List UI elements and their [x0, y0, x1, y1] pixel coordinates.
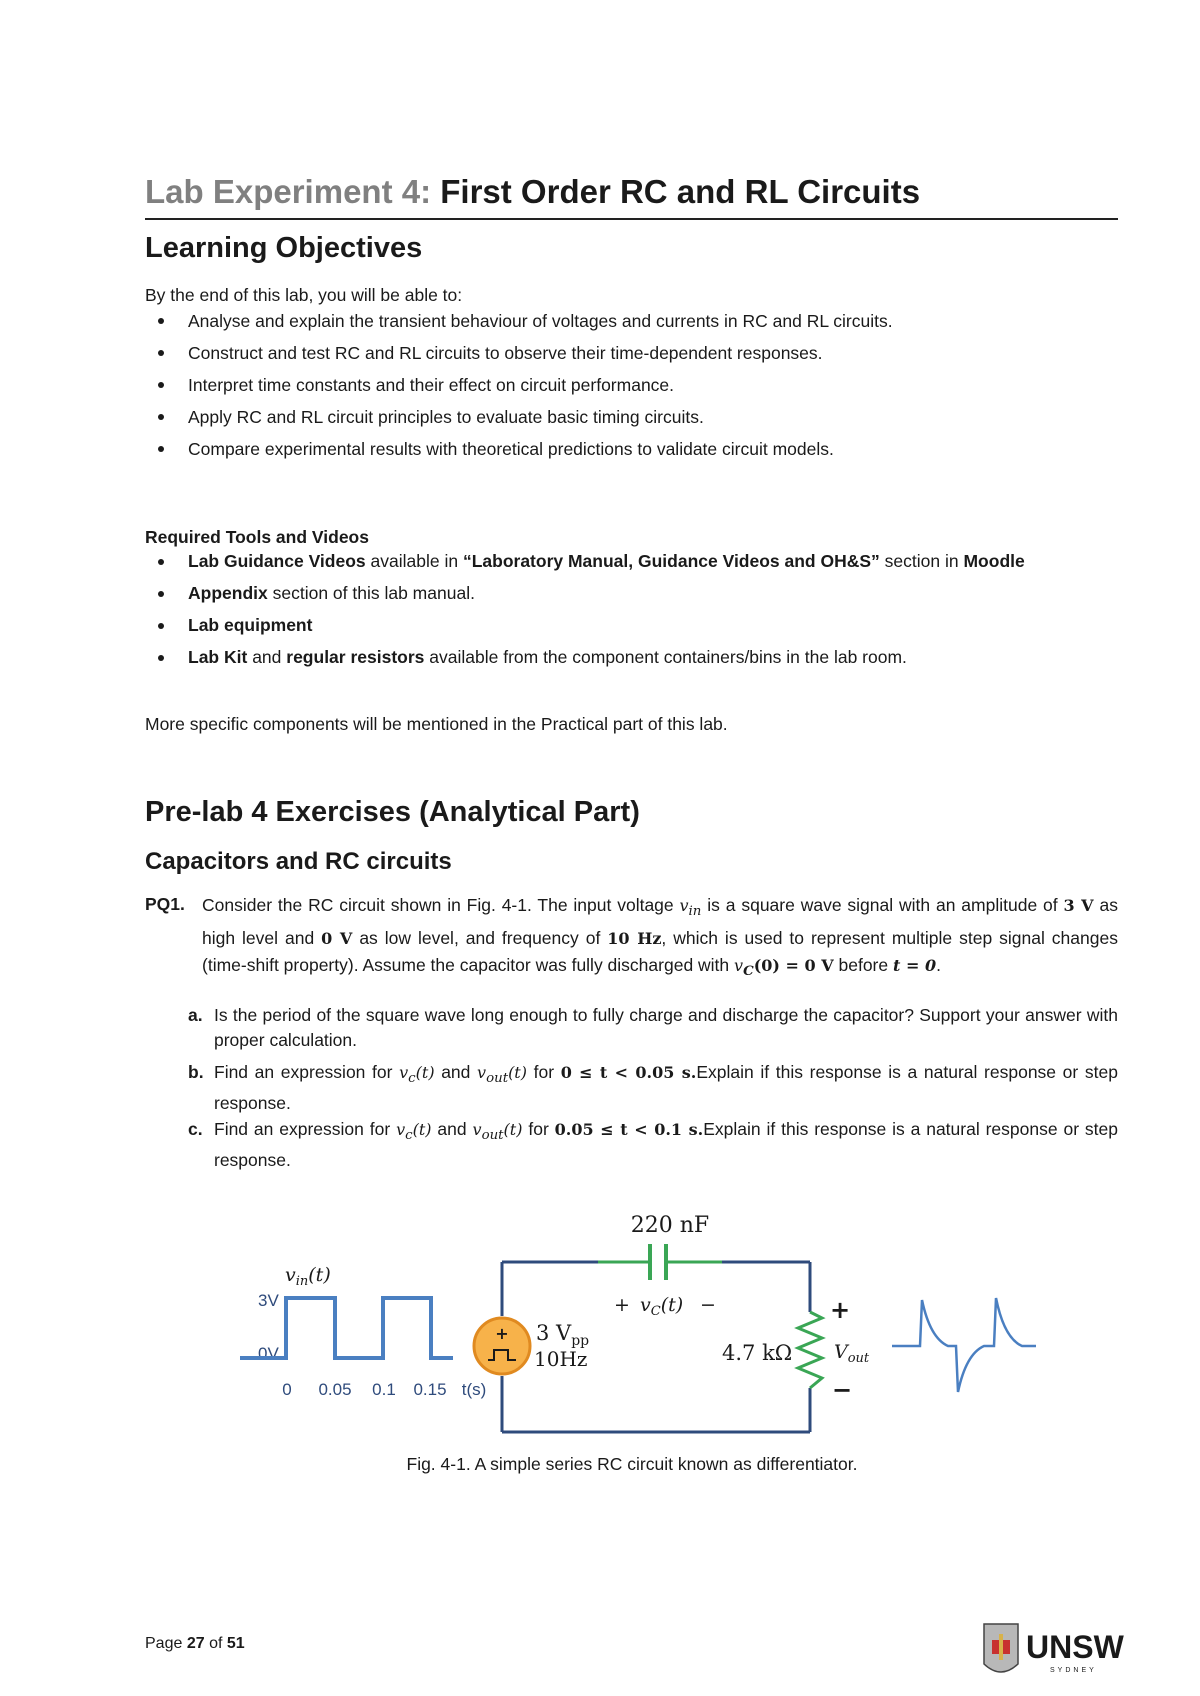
pq1-end: . [936, 955, 941, 976]
tools-note: More specific components will be mentioned in the Practical part of this lab. [145, 714, 728, 734]
tools-videos-bold: Lab Guidance Videos [188, 551, 366, 571]
page-of: of [209, 1635, 223, 1652]
objective-item: Apply RC and RL circuit principles to evaluate basic timing circuits. [145, 404, 1118, 436]
vc0-sub: C [743, 963, 754, 980]
vout-sub: out [481, 1128, 504, 1144]
tools-videos-moodle: Moodle [963, 551, 1025, 571]
vc-sub: c [408, 1071, 416, 1087]
output-waveform [892, 1298, 1036, 1392]
vc0-rest: (0) = 0 V [753, 956, 834, 976]
item-b-range: 0 ≤ t < 0.05 s. [560, 1063, 697, 1082]
vc-label-v: v [640, 1294, 651, 1316]
prelab-heading: Pre-lab 4 Exercises (Analytical Part) [145, 796, 640, 828]
vc-label-arg: (t) [660, 1294, 684, 1316]
item-c-range: 0.05 ≤ t < 0.1 s. [554, 1120, 704, 1139]
logo-subtext: SYDNEY [1050, 1667, 1097, 1674]
objectives-heading: Learning Objectives [145, 232, 423, 264]
objective-item: Interpret time constants and their effect on circuit performance. [145, 372, 1118, 404]
source-frequency: 10Hz [534, 1347, 588, 1371]
tools-labkit-and: and [252, 647, 282, 667]
vc-v: v [399, 1063, 409, 1082]
page-label: Page [145, 1635, 183, 1652]
resistor-icon [798, 1312, 822, 1388]
pq1-part: is a square wave signal with an amplitude of [707, 895, 1058, 915]
tools-videos-quote: “Laboratory Manual, Guidance Videos and OH&S” [462, 551, 880, 571]
tools-appendix-bold: Appendix [188, 583, 268, 603]
vc-arg: (t) [412, 1120, 432, 1139]
pq1-part: as low level, and frequency of [359, 928, 601, 949]
vc-label-sub: C [650, 1304, 661, 1319]
item-b-part: Find an expression for [214, 1062, 393, 1082]
pq1-0v: 0 V [321, 929, 353, 949]
item-b-label: b. [188, 1062, 204, 1082]
wave-label-arg: (t) [308, 1264, 331, 1286]
item-b-part: and [441, 1062, 471, 1082]
item-c-label: c. [188, 1119, 203, 1139]
item-c-part: Explain if this response is a natural response or step response. [214, 1119, 1118, 1171]
source-amp-main: 3 V [536, 1321, 572, 1345]
pq1-10hz: 10 Hz [607, 929, 662, 949]
tools-labkit-rest: available from the component containers/bins in the lab room. [429, 647, 907, 667]
objective-item: Compare experimental results with theoretical predictions to validate circuit models. [145, 436, 1118, 468]
resistor-value: 4.7 kΩ [722, 1341, 793, 1365]
wave-y-low: 0V [258, 1344, 279, 1363]
unsw-logo [984, 1624, 1125, 1674]
pq1-3v: 3 V [1063, 896, 1094, 915]
x-tick: 0.15 [413, 1380, 447, 1399]
wave-label-sub: in [295, 1274, 309, 1289]
x-tick: 0.1 [372, 1380, 396, 1399]
vout-sub: out [486, 1071, 509, 1087]
tools-heading: Required Tools and Videos [145, 527, 369, 547]
vout-plus: + [830, 1296, 851, 1324]
pq1-part: , which is used to represent multiple step signal changes (time-shift property). Assume the capacitor was fully discharged with [202, 928, 1118, 976]
item-c-part: Find an expression for [214, 1119, 391, 1139]
item-b-part: for [533, 1062, 555, 1082]
crest-bar-icon [999, 1634, 1003, 1660]
vc-plus: + [614, 1294, 630, 1316]
vout-v: v [477, 1063, 487, 1082]
wave-y-high: 3V [258, 1291, 279, 1310]
objectives-intro: By the end of this lab, you will be able to: [145, 285, 463, 305]
pq1-label: PQ1. [145, 894, 185, 914]
item-a-label: a. [188, 1005, 203, 1025]
source-amplitude [536, 1321, 589, 1349]
item-a-text: Is the period of the square wave long enough to fully charge and discharge the capacitor? Support your answer with proper calculation. [214, 1005, 1118, 1050]
vc-v: v [396, 1120, 406, 1139]
pq1-part: before [838, 955, 889, 976]
logo-text: UNSW [1026, 1629, 1124, 1665]
vout-label-sub: out [847, 1351, 870, 1366]
tools-resistors-bold: regular resistors [286, 647, 425, 667]
t0-symbol: t = 0 [893, 956, 937, 976]
page-current: 27 [186, 1635, 205, 1652]
page-number [145, 1635, 245, 1652]
vc-label [640, 1294, 683, 1319]
vc0-v: v [734, 956, 744, 976]
item-c-part: and [437, 1119, 467, 1139]
x-tick: 0 [282, 1380, 292, 1399]
pq1-part: Consider the RC circuit shown in Fig. 4-1. The input voltage [202, 895, 674, 915]
tools-appendix-rest: section of this lab manual. [272, 583, 475, 603]
title-main: First Order RC and RL Circuits [440, 173, 921, 210]
figure-caption: Fig. 4-1. A simple series RC circuit known as differentiator. [406, 1454, 858, 1474]
objective-item: Analyse and explain the transient behaviour of voltages and currents in RC and RL circuits. [145, 308, 1118, 340]
x-tick: 0.05 [318, 1380, 352, 1399]
prelab-subheading: Capacitors and RC circuits [145, 848, 452, 875]
source-plus-icon: + [495, 1324, 509, 1343]
wave-label-v: v [285, 1264, 296, 1286]
objective-item: Construct and test RC and RL circuits to observe their time-dependent responses. [145, 340, 1118, 372]
wave-label [285, 1264, 331, 1289]
vc-arg: (t) [415, 1063, 435, 1082]
vout-arg: (t) [508, 1063, 527, 1082]
item-c-part: for [528, 1119, 549, 1139]
vin-v: v [679, 896, 689, 915]
source-amp-sub: pp [571, 1333, 590, 1349]
capacitor-value: 220 nF [630, 1213, 710, 1238]
vc-sub: c [405, 1128, 413, 1144]
vout-label-v: V [834, 1341, 848, 1363]
vout-minus: − [832, 1376, 853, 1404]
item-b-part: Explain if this response is a natural response or step response. [214, 1062, 1118, 1114]
vout-label [834, 1341, 870, 1366]
page-total: 51 [226, 1635, 245, 1652]
x-unit: t(s) [461, 1380, 487, 1399]
vc-minus: − [700, 1294, 716, 1316]
title-lead: Lab Experiment 4: [145, 173, 432, 210]
tools-videos-end: section in [884, 551, 959, 571]
tools-equipment-bold: Lab equipment [188, 615, 313, 635]
tools-labkit-bold: Lab Kit [188, 647, 248, 667]
vout-arg: (t) [503, 1120, 523, 1139]
pq1-part: as high level and [202, 895, 1118, 949]
vout-v: v [472, 1120, 482, 1139]
tools-videos-mid: available in [370, 551, 459, 571]
vin-sub: in [688, 904, 702, 920]
